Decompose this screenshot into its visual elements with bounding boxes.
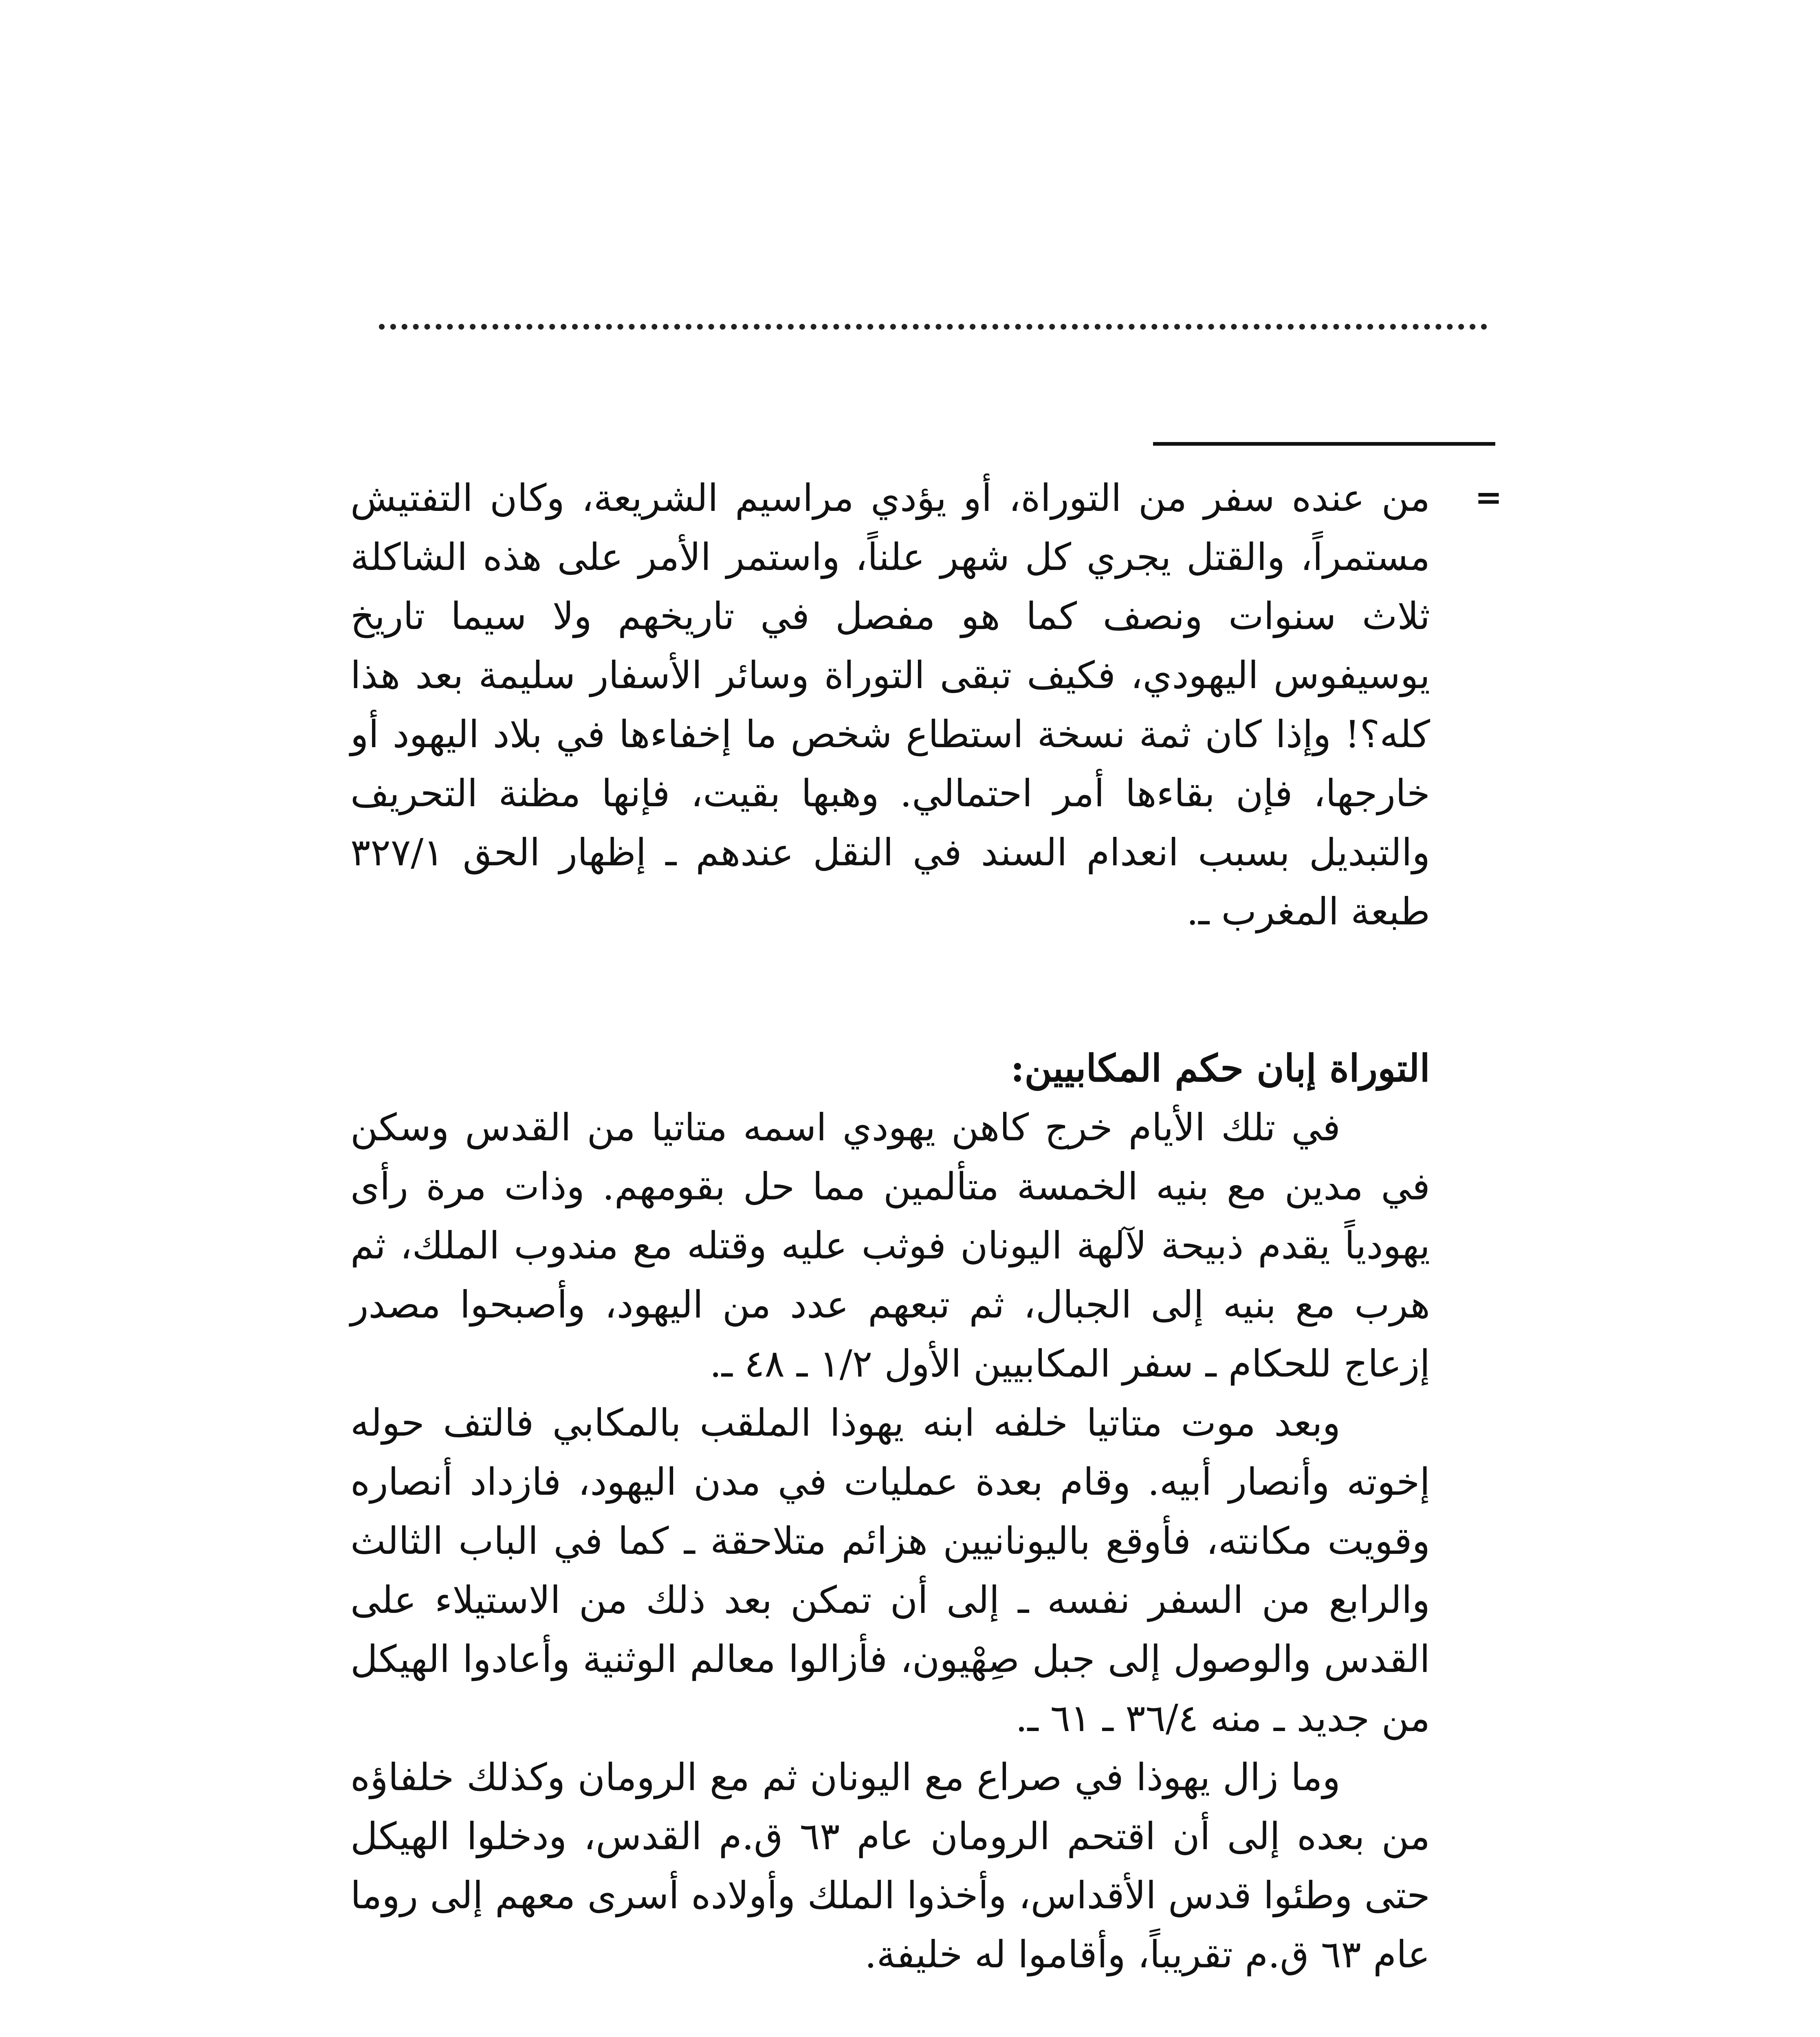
footnote-block bbox=[350, 469, 1430, 941]
paragraph-1: في تلك الأيام خرج كاهن يهودي اسمه متاتيا من القدس وسكن في مدين مع بنيه الخمسة متألمين مما حل بقومهم. وذات مرة رأى يهودياً يقدم ذبيحة لآلهة اليونان فوثب عليه وقتله مع مندوب الملك، ثم هرب مع بنيه إلى الجبال، ثم تبعهم عدد من اليهود، وأصبحوا مصدر إزعاج للحكام ـ سفر المكابيين الأول ١/٢ ـ ٤٨ ـ. bbox=[350, 1106, 1430, 1386]
main-text bbox=[350, 1039, 1430, 1984]
dotted-separator bbox=[379, 324, 1487, 330]
paragraph-2: وبعد موت متاتيا خلفه ابنه يهوذا الملقب بالمكابي فالتف حوله إخوته وأنصار أبيه. وقام بعدة عمليات في مدن اليهود، فازداد أنصاره وقويت مكانته، فأوقع باليونانيين هزائم متلاحقة ـ كما في الباب الثالث والرابع من السفر نفسه ـ إلى أن تمكن بعد ذلك من الاستيلاء على القدس والوصول إلى جبل صِهْيون، فأزالوا معالم الوثنية وأعادوا الهيكل من جديد ـ منه ٣٦/٤ ـ ٦١ ـ. bbox=[350, 1401, 1430, 1740]
footnote-rule bbox=[1153, 442, 1495, 446]
paragraph-3: وما زال يهوذا في صراع مع اليونان ثم مع الرومان وكذلك خلفاؤه من بعده إلى أن اقتحم الرومان عام ٦٣ ق.م القدس، ودخلوا الهيكل حتى وطئوا قدس الأقداس، وأخذوا الملك وأولاده أسرى معهم إلى روما عام ٦٣ ق.م تقريباً، وأقاموا له خليفة. bbox=[350, 1755, 1430, 1976]
footnote-text: من عنده سفر من التوراة، أو يؤدي مراسيم الشريعة، وكان التفتيش مستمراً، والقتل يجري كل شهر علناً، واستمر الأمر على هذه الشاكلة ثلاث سنوات ونصف كما هو مفصل في تاريخهم ولا سيما تاريخ يوسيفوس اليهودي، فكيف تبقى التوراة وسائر الأسفار سليمة بعد هذا كله؟! وإذا كان ثمة نسخة استطاع شخص ما إخفاءها في بلاد اليهود أو خارجها، فإن بقاءها أمر احتمالي. وهبها بقيت، فإنها مظنة التحريف والتبديل بسبب انعدام السند في النقل عندهم ـ إظهار الحق ٣٢٧/١ طبعة المغرب ـ. bbox=[350, 476, 1430, 933]
section-heading: التوراة إبان حكم المكابيين: bbox=[1010, 1046, 1430, 1090]
footnote-continuation-mark-top: = bbox=[1475, 478, 1503, 516]
